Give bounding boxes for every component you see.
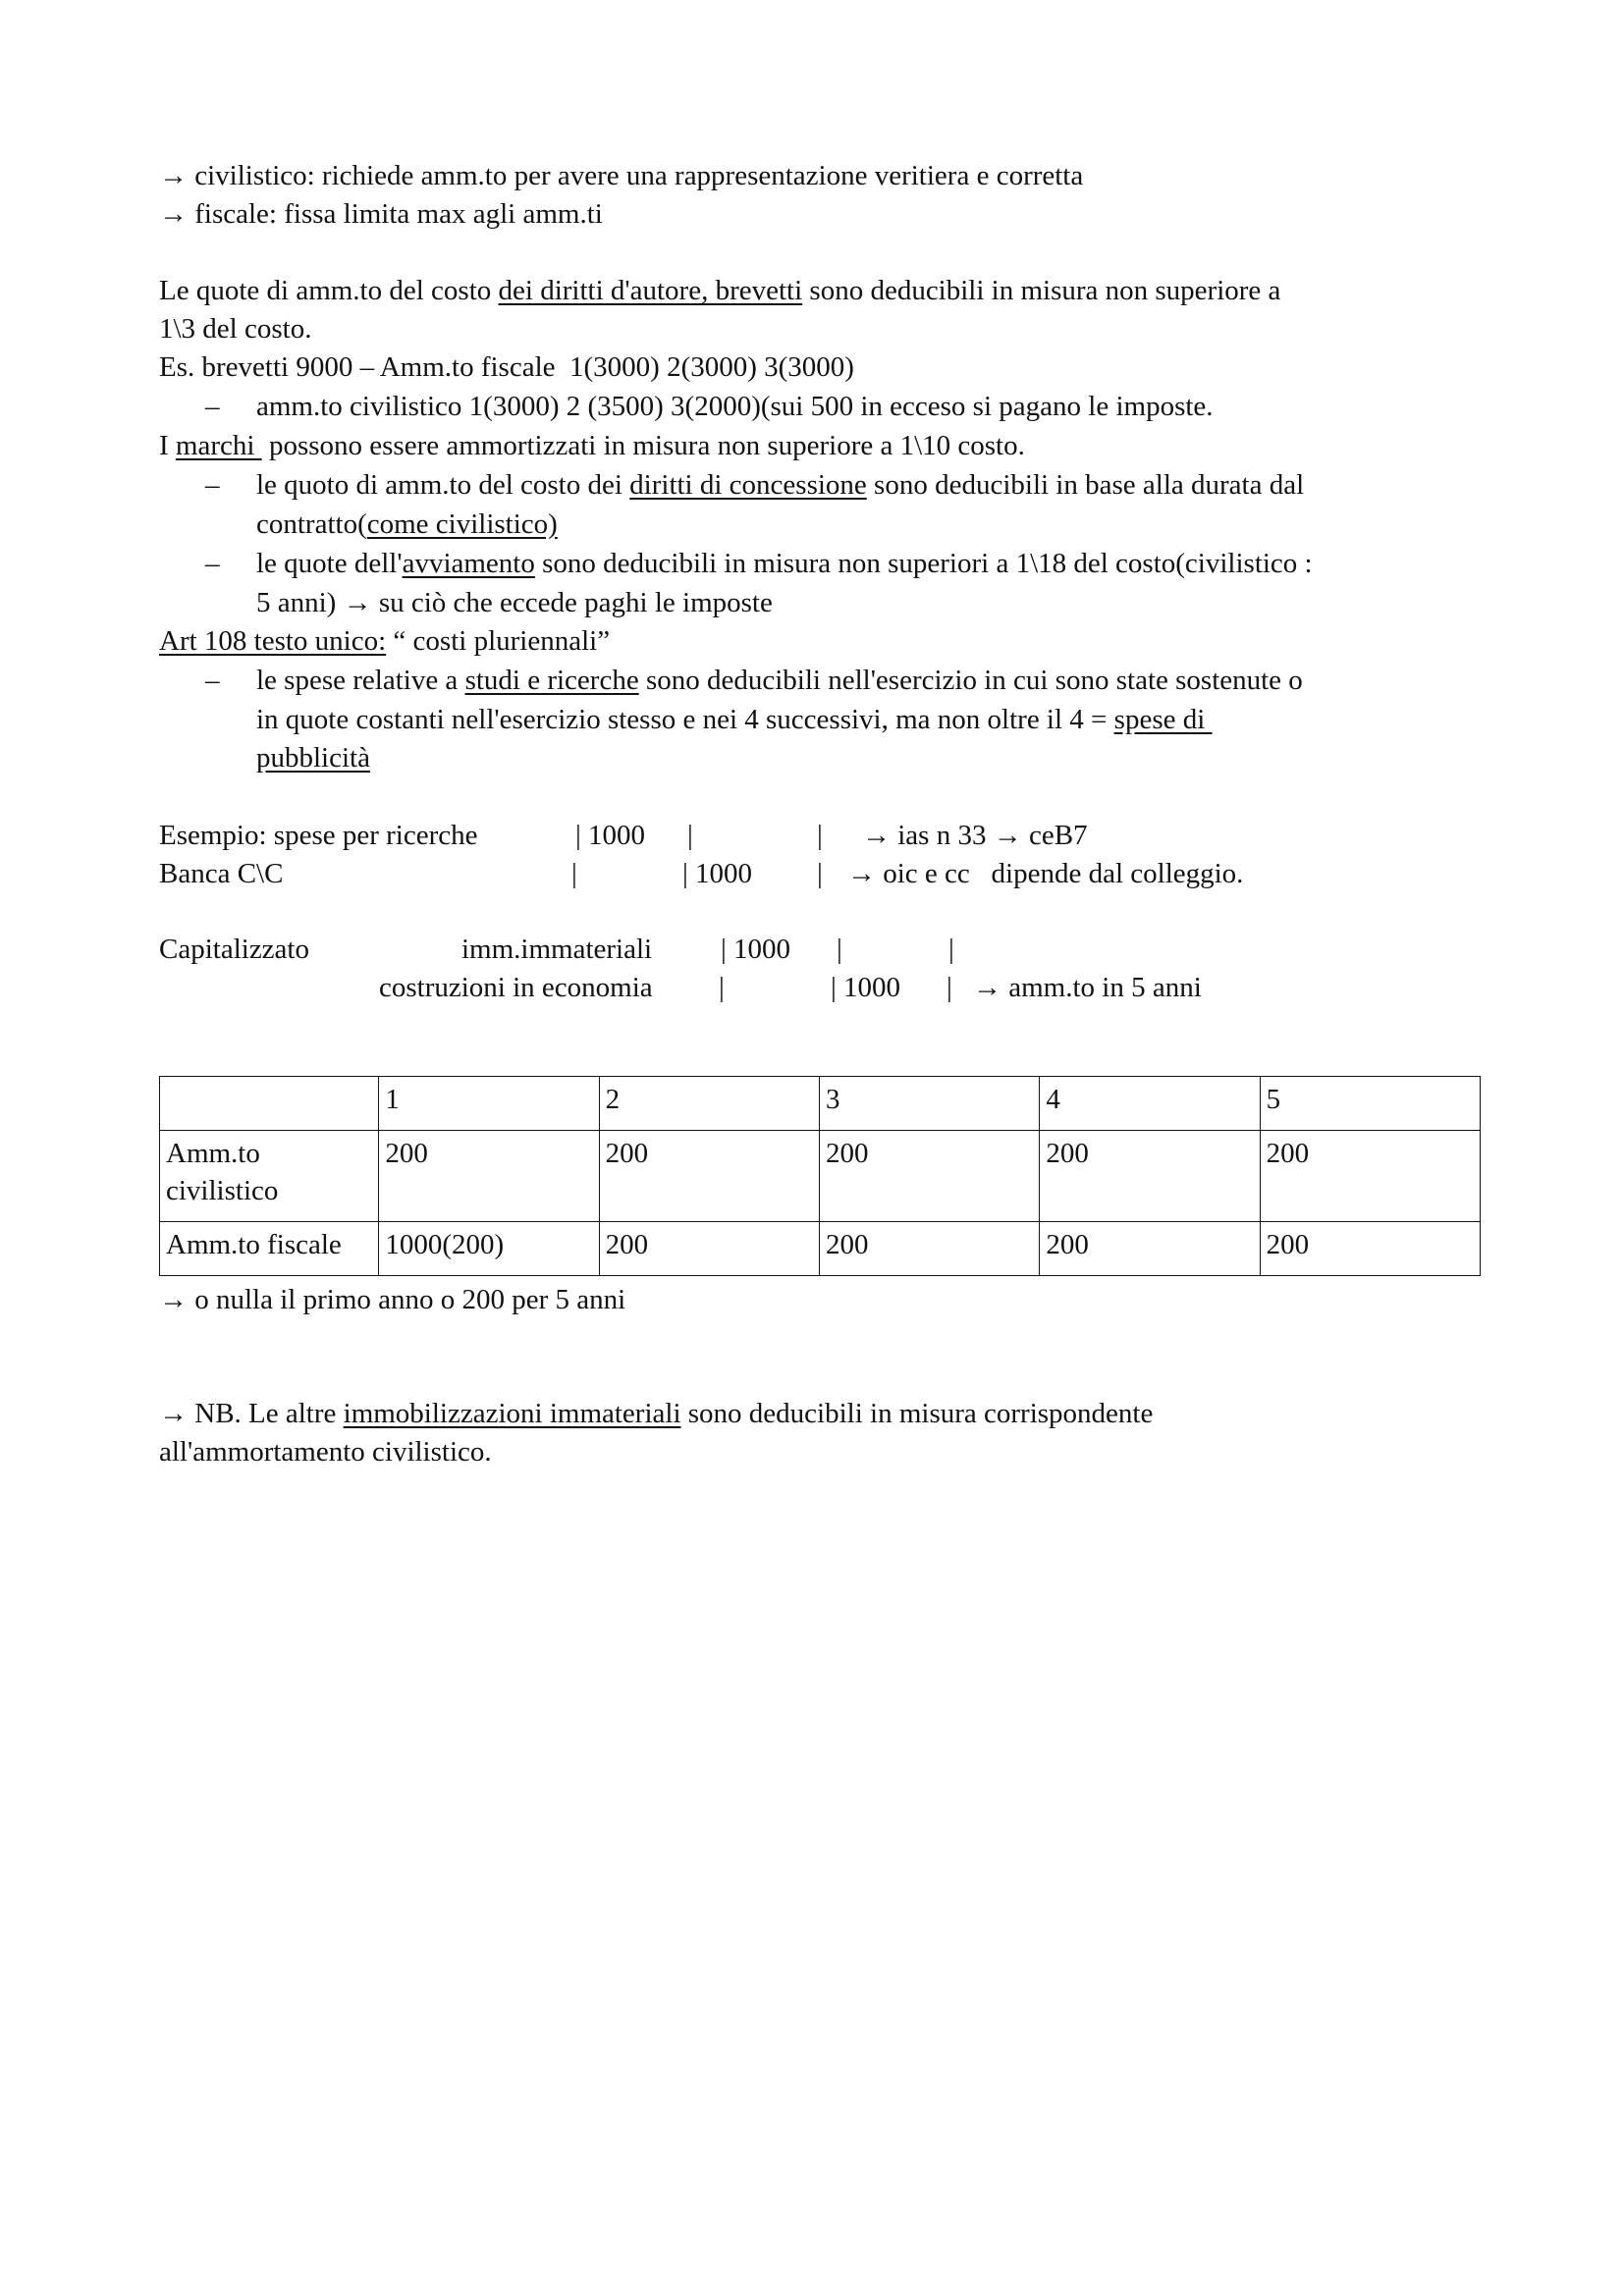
ricerche-bullet-line3 [256, 738, 370, 777]
underlined-marchi: marchi [175, 430, 262, 461]
table-cell: 1000(200) [379, 1222, 599, 1276]
text: “ costi pluriennali” [386, 625, 611, 657]
text: le quote dell' [256, 548, 403, 579]
journal-row1-debit: | 1000 [575, 820, 646, 851]
text: → NB. Le altre [159, 1398, 344, 1429]
underlined-pubblicita: pubblicità [256, 742, 370, 774]
text: sono deducibili in misura non superiore a [802, 275, 1281, 306]
text: possono essere ammortizzati in misura non superiore a 1\10 costo. [261, 430, 1025, 461]
journal-row3-label: Capitalizzato [159, 934, 309, 965]
journal-row4-sep: | [719, 972, 725, 1003]
underlined-studi-ricerche: studi e ricerche [464, 665, 639, 696]
table-cell: 200 [1260, 1222, 1480, 1276]
journal-row3-account: imm.immateriali [461, 934, 653, 965]
ricerche-bullet-line2 [256, 700, 1213, 739]
art-108-heading [159, 621, 610, 661]
text: contratto( [256, 508, 367, 540]
table-cell: 200 [819, 1131, 1039, 1222]
table-header-cell: 4 [1040, 1077, 1260, 1131]
table-cell: 200 [379, 1131, 599, 1222]
avviamento-bullet-line1 [256, 544, 1313, 583]
journal-row1-label: Esempio: spese per ricerche [159, 820, 478, 851]
table-header-cell: 1 [379, 1077, 599, 1131]
example-brevetti: Es. brevetti 9000 – Amm.to fiscale 1(3000) 2(3000) 3(3000) [159, 351, 854, 383]
underlined-immobilizzazioni: immobilizzazioni immateriali [343, 1398, 681, 1429]
concessione-bullet-line1 [256, 465, 1304, 505]
text: le spese relative a [256, 665, 465, 696]
civilistico-bullet: amm.to civilistico 1(3000) 2 (3500) 3(2000)(sui 500 in ecceso si pagano le imposte. [256, 391, 1214, 422]
concessione-bullet-line2 [256, 505, 558, 544]
table-header-cell: 3 [819, 1077, 1039, 1131]
underlined-diritti-concessione: diritti di concessione [629, 469, 867, 501]
table-row [160, 1222, 1481, 1276]
journal-row4-credit: | 1000 [831, 972, 901, 1003]
journal-row4-bar: | [947, 972, 952, 1003]
table-cell: 200 [1260, 1131, 1480, 1222]
journal-row3-sep: | [837, 934, 842, 965]
ricerche-bullet-line1 [256, 661, 1303, 700]
journal-row1-sep: | [687, 820, 693, 851]
marchi-line [159, 426, 1025, 465]
text: sono deducibili in base alla durata dal [866, 469, 1305, 501]
table-cell: 200 [599, 1222, 819, 1276]
underlined-art-108: Art 108 testo unico: [159, 625, 387, 657]
table-header-row [160, 1077, 1481, 1131]
table-cell: 200 [1040, 1222, 1260, 1276]
table-cell: 200 [819, 1222, 1039, 1276]
ammortamento-table [159, 1076, 1481, 1276]
text: in quote costanti nell'esercizio stesso e nei 4 successivi, ma non oltre il 4 = [256, 704, 1114, 735]
paragraph-diritti-line2: 1\3 del costo. [159, 313, 312, 345]
journal-row3-debit: | 1000 [721, 934, 791, 965]
table-cell [160, 1077, 379, 1131]
text: Le quote di amm.to del costo [159, 275, 499, 306]
underlined-diritti-autore: dei diritti d'autore, brevetti [498, 275, 803, 306]
journal-row2-label: Banca C\C [159, 858, 284, 889]
intro-fiscale: → fiscale: fissa limita max agli amm.ti [159, 198, 603, 230]
table-row-label: Amm.to fiscale [160, 1222, 379, 1276]
journal-row1-note: → ias n 33 → ceB7 [862, 820, 1088, 851]
underlined-come-civilistico: come civilistico) [366, 508, 558, 540]
underlined-avviamento: avviamento [402, 548, 535, 579]
underlined-spese-di: spese di [1113, 704, 1213, 735]
journal-row2-credit: | 1000 [682, 858, 753, 889]
nb-line1 [159, 1394, 1153, 1433]
journal-row4-note: → amm.to in 5 anni [973, 972, 1202, 1003]
text: le quoto di amm.to del costo dei [256, 469, 630, 501]
journal-row4-account: costruzioni in economia [379, 972, 653, 1003]
dash-bullet: – [205, 548, 220, 579]
nb-line2: all'ammortamento civilistico. [159, 1436, 492, 1468]
journal-row2-bar: | [817, 858, 823, 889]
dash-bullet: – [205, 665, 220, 696]
table-cell: 200 [1040, 1131, 1260, 1222]
text: I [159, 430, 176, 461]
text: sono deducibili nell'esercizio in cui sono state sostenute o [638, 665, 1303, 696]
paragraph-diritti-line1 [159, 271, 1280, 310]
table-row [160, 1131, 1481, 1222]
dash-bullet: – [205, 469, 220, 501]
journal-row2-note: → oic e cc dipende dal colleggio. [847, 858, 1244, 889]
journal-row3-bar: | [948, 934, 954, 965]
dash-bullet: – [205, 391, 220, 422]
table-header-cell: 5 [1260, 1077, 1480, 1131]
table-row-label: Amm.to civilistico [160, 1131, 379, 1222]
text: sono deducibili in misura corrispondente [680, 1398, 1154, 1429]
journal-row1-bar: | [817, 820, 823, 851]
after-table-note: → o nulla il primo anno o 200 per 5 anni [159, 1284, 626, 1315]
table-header-cell: 2 [599, 1077, 819, 1131]
table-cell: 200 [599, 1131, 819, 1222]
text: sono deducibili in misura non superiori a 1\18 del costo(civilistico : [534, 548, 1313, 579]
intro-civilistico: → civilistico: richiede amm.to per avere una rappresentazione veritiera e corretta [159, 160, 1084, 191]
avviamento-bullet-line2: 5 anni) → su ciò che eccede paghi le imposte [256, 587, 773, 618]
journal-row2-sep: | [571, 858, 577, 889]
